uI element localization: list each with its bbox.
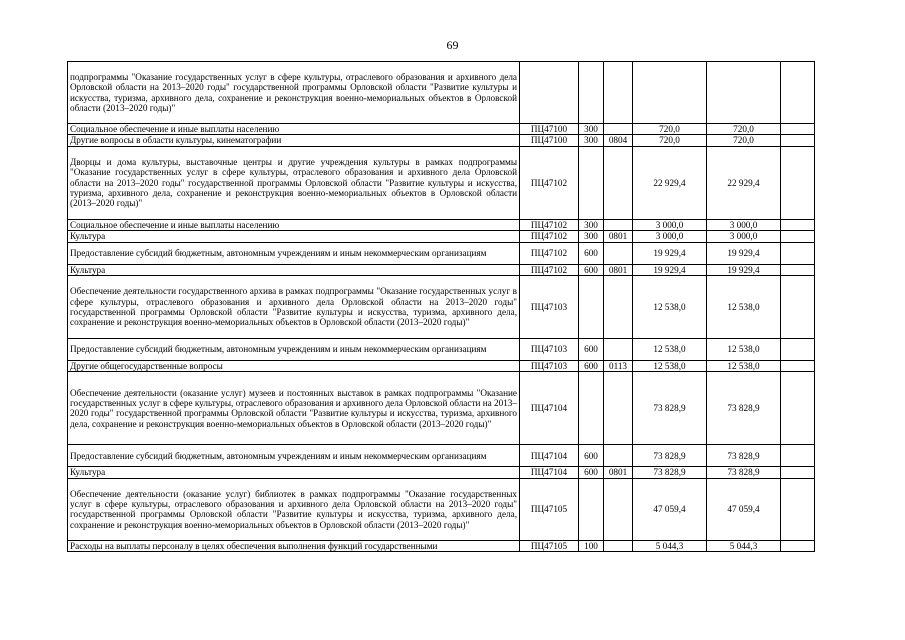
row-description: Социальное обеспечение и иные выплаты населению: [68, 219, 520, 230]
target-code-cell: ПЦ47102: [520, 231, 579, 242]
target-code-cell: [520, 62, 579, 124]
section-code-cell: [604, 540, 633, 551]
expense-type-cell: [579, 146, 604, 219]
expense-type-cell: [579, 276, 604, 339]
section-code-cell: [604, 445, 633, 467]
table-row: [68, 478, 815, 540]
amount-cell: 22 929,4: [707, 146, 781, 219]
target-code-cell: ПЦ47105: [520, 478, 579, 540]
amount-cell: 720,0: [633, 124, 707, 135]
expense-type-cell: [579, 62, 604, 124]
table-row: [68, 276, 815, 339]
amount-cell: 12 538,0: [707, 339, 781, 361]
expense-type-cell: 600: [579, 467, 604, 478]
amount-cell: 73 828,9: [707, 467, 781, 478]
table-row: [68, 540, 815, 551]
empty-cell: [781, 339, 815, 361]
row-description: Культура: [68, 231, 520, 242]
table-row: [68, 135, 815, 146]
empty-cell: [781, 478, 815, 540]
target-code-cell: ПЦ47102: [520, 219, 579, 230]
expense-type-cell: 300: [579, 135, 604, 146]
section-code-cell: [604, 146, 633, 219]
amount-cell: 12 538,0: [633, 276, 707, 339]
empty-cell: [781, 231, 815, 242]
amount-cell: 720,0: [707, 135, 781, 146]
row-description: Расходы на выплаты персоналу в целях обеспечения выполнения функций государственными: [68, 540, 520, 551]
empty-cell: [781, 372, 815, 445]
table-row: [68, 146, 815, 219]
amount-cell: 22 929,4: [633, 146, 707, 219]
expense-type-cell: 300: [579, 124, 604, 135]
row-description: Социальное обеспечение и иные выплаты населению: [68, 124, 520, 135]
budget-table: [67, 61, 815, 552]
amount-cell: [707, 62, 781, 124]
amount-cell: 12 538,0: [707, 276, 781, 339]
table-row: [68, 467, 815, 478]
table-row: [68, 62, 815, 124]
row-description: Культура: [68, 467, 520, 478]
target-code-cell: ПЦ47100: [520, 135, 579, 146]
row-description: Предоставление субсидий бюджетным, автономным учреждениям и иным некоммерческим организациям: [68, 339, 520, 361]
amount-cell: 73 828,9: [707, 445, 781, 467]
table-row: [68, 124, 815, 135]
page-number: 69: [446, 38, 459, 52]
target-code-cell: ПЦ47104: [520, 467, 579, 478]
empty-cell: [781, 219, 815, 230]
empty-cell: [781, 62, 815, 124]
amount-cell: 12 538,0: [633, 361, 707, 372]
section-code-cell: 0804: [604, 135, 633, 146]
amount-cell: 720,0: [707, 124, 781, 135]
amount-cell: 5 044,3: [633, 540, 707, 551]
row-description: Другие вопросы в области культуры, кинематографии: [68, 135, 520, 146]
row-description: Дворцы и дома культуры, выставочные центры и другие учреждения культуры в рамках подпрограммы "Оказание государственных услуг в сфере культуры, отраслевого образования и архивного дела Орловской области на 2013–2020 годы" государственной программы Орловской области "Развитие культуры и искусства, туризма, архивного дела, сохранение и реконструкция военно-мемориальных объектов в Орловской области (2013–2020 годы)": [68, 146, 520, 219]
amount-cell: 720,0: [633, 135, 707, 146]
target-code-cell: ПЦ47102: [520, 146, 579, 219]
expense-type-cell: 600: [579, 264, 604, 275]
empty-cell: [781, 445, 815, 467]
empty-cell: [781, 264, 815, 275]
expense-type-cell: 600: [579, 445, 604, 467]
empty-cell: [781, 135, 815, 146]
section-code-cell: 0801: [604, 231, 633, 242]
amount-cell: 3 000,0: [707, 219, 781, 230]
row-description: Культура: [68, 264, 520, 275]
amount-cell: 19 929,4: [707, 242, 781, 264]
amount-cell: 19 929,4: [633, 264, 707, 275]
amount-cell: 47 059,4: [707, 478, 781, 540]
amount-cell: 19 929,4: [707, 264, 781, 275]
section-code-cell: [604, 219, 633, 230]
amount-cell: 47 059,4: [633, 478, 707, 540]
table-row: [68, 361, 815, 372]
amount-cell: 12 538,0: [633, 339, 707, 361]
section-code-cell: [604, 478, 633, 540]
target-code-cell: ПЦ47102: [520, 242, 579, 264]
target-code-cell: ПЦ47103: [520, 361, 579, 372]
row-description: подпрограммы "Оказание государственных услуг в сфере культуры, отраслевого образования и архивного дела Орловской области на 2013–2020 годы" государственной программы Орловской области "Развитие культуры и искусства, туризма, архивного дела, сохранение и реконструкция военно-мемориальных объектов в Орловской области (2013–2020 годы)": [68, 62, 520, 124]
row-description: Обеспечение деятельности государственного архива в рамках подпрограммы "Оказание государственных услуг в сфере культуры, отраслевого образования и архивного дела Орловской области на 2013–2020 годы" государственной программы Орловской области "Развитие культуры и искусства, туризма, архивного дела, сохранение и реконструкция военно-мемориальных объектов в Орловской области (2013–2020 годы)": [68, 276, 520, 339]
expense-type-cell: 100: [579, 540, 604, 551]
amount-cell: 3 000,0: [633, 219, 707, 230]
row-description: Предоставление субсидий бюджетным, автономным учреждениям и иным некоммерческим организациям: [68, 242, 520, 264]
section-code-cell: 0113: [604, 361, 633, 372]
target-code-cell: ПЦ47105: [520, 540, 579, 551]
amount-cell: 12 538,0: [707, 361, 781, 372]
table-row: [68, 339, 815, 361]
section-code-cell: [604, 62, 633, 124]
amount-cell: 5 044,3: [707, 540, 781, 551]
section-code-cell: [604, 242, 633, 264]
amount-cell: 73 828,9: [633, 467, 707, 478]
section-code-cell: [604, 124, 633, 135]
target-code-cell: ПЦ47104: [520, 372, 579, 445]
table-row: [68, 372, 815, 445]
expense-type-cell: 600: [579, 361, 604, 372]
amount-cell: 73 828,9: [707, 372, 781, 445]
amount-cell: 73 828,9: [633, 445, 707, 467]
expense-type-cell: 300: [579, 231, 604, 242]
empty-cell: [781, 276, 815, 339]
section-code-cell: 0801: [604, 467, 633, 478]
section-code-cell: 0801: [604, 264, 633, 275]
target-code-cell: ПЦ47100: [520, 124, 579, 135]
empty-cell: [781, 540, 815, 551]
amount-cell: 3 000,0: [633, 231, 707, 242]
amount-cell: 73 828,9: [633, 372, 707, 445]
target-code-cell: ПЦ47103: [520, 339, 579, 361]
expense-type-cell: [579, 372, 604, 445]
target-code-cell: ПЦ47103: [520, 276, 579, 339]
expense-type-cell: [579, 478, 604, 540]
empty-cell: [781, 242, 815, 264]
empty-cell: [781, 146, 815, 219]
table-row: [68, 219, 815, 230]
empty-cell: [781, 124, 815, 135]
amount-cell: 3 000,0: [707, 231, 781, 242]
expense-type-cell: 300: [579, 219, 604, 230]
section-code-cell: [604, 372, 633, 445]
amount-cell: 19 929,4: [633, 242, 707, 264]
target-code-cell: ПЦ47102: [520, 264, 579, 275]
target-code-cell: ПЦ47104: [520, 445, 579, 467]
empty-cell: [781, 361, 815, 372]
row-description: Предоставление субсидий бюджетным, автономным учреждениям и иным некоммерческим организациям: [68, 445, 520, 467]
table-row: [68, 264, 815, 275]
section-code-cell: [604, 276, 633, 339]
expense-type-cell: 600: [579, 242, 604, 264]
table-row: [68, 445, 815, 467]
row-description: Другие общегосударственные вопросы: [68, 361, 520, 372]
row-description: Обеспечение деятельности (оказание услуг) библиотек в рамках подпрограммы "Оказание государственных услуг в сфере культуры, отраслевого образования и архивного дела Орловской области на 2013–2020 годы" государственной программы Орловской области "Развитие культуры и искусства, туризма, архивного дела, сохранение и реконструкция военно-мемориальных объектов в Орловской области (2013–2020 годы)": [68, 478, 520, 540]
empty-cell: [781, 467, 815, 478]
section-code-cell: [604, 339, 633, 361]
amount-cell: [633, 62, 707, 124]
table-row: [68, 242, 815, 264]
table-row: [68, 231, 815, 242]
row-description: Обеспечение деятельности (оказание услуг) музеев и постоянных выставок в рамках подпрограммы "Оказание государственных услуг в сфере культуры, отраслевого образования и архивного дела Орловской области на 2013–2020 годы" государственной программы Орловской области "Развитие культуры и искусства, туризма, архивного дела, сохранение и реконструкция военно-мемориальных объектов в Орловской области (2013–2020 годы)": [68, 372, 520, 445]
expense-type-cell: 600: [579, 339, 604, 361]
